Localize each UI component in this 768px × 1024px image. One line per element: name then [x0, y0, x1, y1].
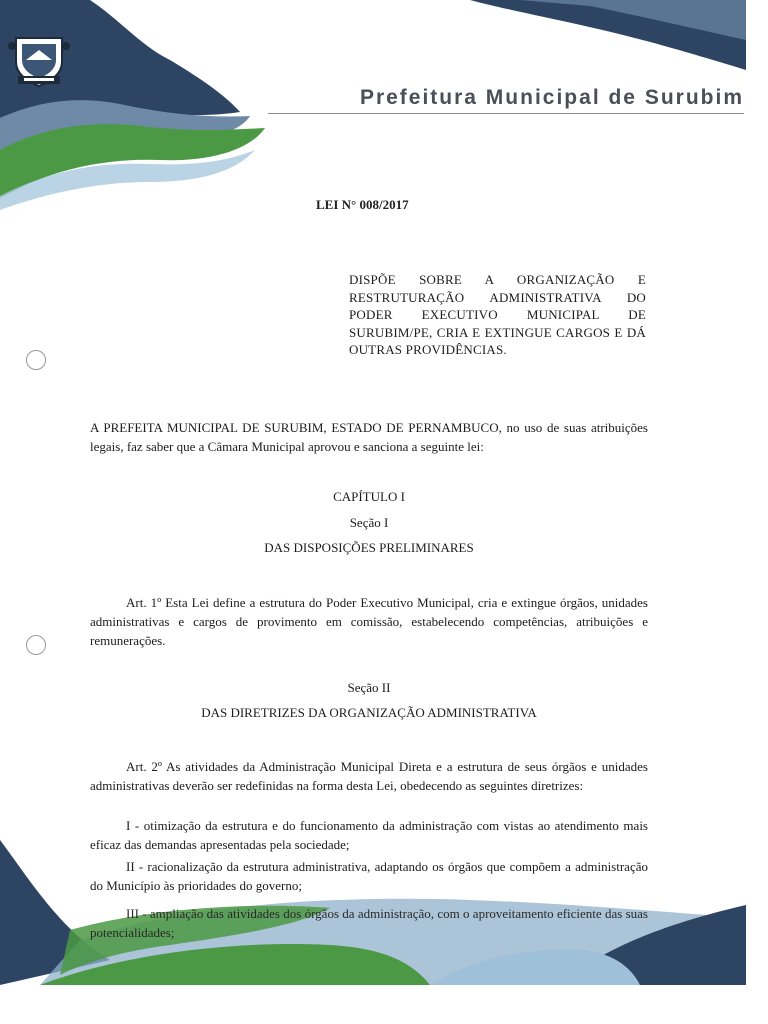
article-2-item-2: II - racionalização da estrutura administrativa, adaptando os órgãos que compõem a administração do Município às prioridades do governo;: [90, 859, 648, 893]
punch-hole: [26, 350, 46, 370]
section-title-1: DAS DISPOSIÇÕES PRELIMINARES: [264, 540, 474, 555]
header-divider: [268, 113, 744, 114]
law-summary: DISPÕE SOBRE A ORGANIZAÇÃO E RESTRUTURAÇÃO ADMINISTRATIVA DO PODER EXECUTIVO MUNICIPAL DE SURUBIM/PE, CRIA E EXTINGUE CARGOS E DÁ OUTRAS PROVIDÊNCIAS.: [349, 272, 646, 357]
header-title: Prefeitura Municipal de Surubim: [359, 86, 744, 109]
chapter-heading: CAPÍTULO I: [333, 489, 405, 504]
article-2-item-1: I - otimização da estrutura e do funcionamento da administração com vistas ao atendimento mais eficaz das demandas apresentadas pela sociedade;: [90, 818, 648, 852]
section-heading-1: Seção I: [349, 515, 389, 530]
article-1: Art. 1º Esta Lei define a estrutura do Poder Executivo Municipal, cria e extingue órgãos, unidades administrativas e cargos de provimento em comissão, estabelecendo competências, atribuições e remunerações.: [90, 595, 648, 648]
law-number: LEI N° 008/2017: [316, 197, 409, 212]
intro-paragraph: A PREFEITA MUNICIPAL DE SURUBIM, ESTADO DE PERNAMBUCO, no uso de suas atribuições legais, faz saber que a Câmara Municipal aprovou e sanciona a seguinte lei:: [90, 420, 648, 454]
municipal-crest-icon: [4, 32, 74, 88]
section-title-2: DAS DIRETRIZES DA ORGANIZAÇÃO ADMINISTRATIVA: [201, 705, 537, 720]
punch-hole: [26, 635, 46, 655]
article-2: Art. 2º As atividades da Administração Municipal Direta e a estrutura de seus órgãos e unidades administrativas deverão ser redefinidas na forma desta Lei, obedecendo as seguintes diretrizes:: [90, 759, 648, 793]
section-heading-2: Seção II: [347, 680, 391, 695]
article-2-item-3: III - ampliação das atividades dos órgãos da administração, com o aproveitamento eficiente das suas potencialidades;: [90, 906, 648, 940]
